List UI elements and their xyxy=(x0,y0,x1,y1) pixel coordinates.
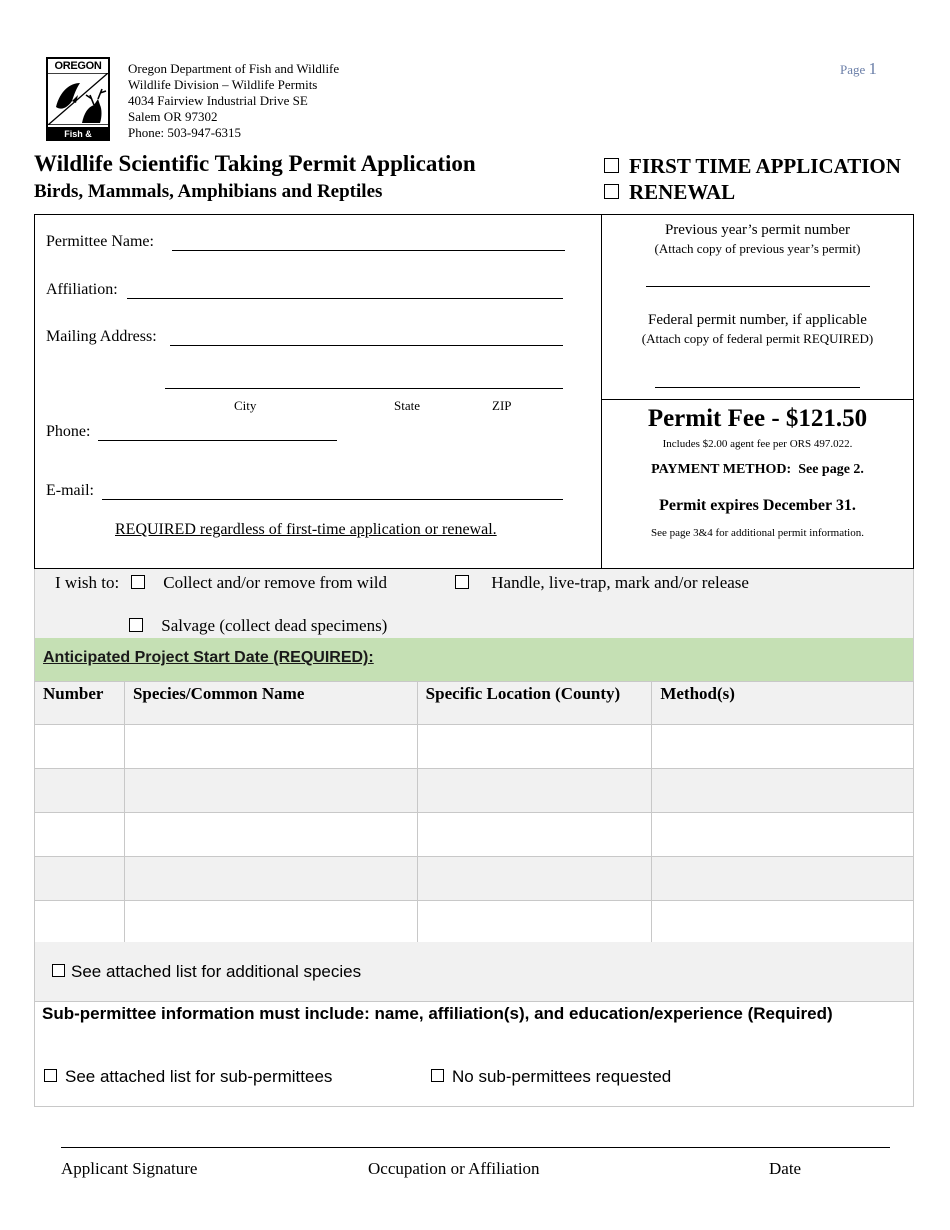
email-label: E-mail: xyxy=(46,482,94,499)
collect-option[interactable] xyxy=(131,573,387,593)
activity-selection-section xyxy=(34,569,914,638)
page-number xyxy=(840,59,877,79)
city-label: City xyxy=(234,398,257,413)
form-subtitle: Birds, Mammals, Amphibians and Reptiles xyxy=(34,181,383,202)
affiliation-label: Affiliation: xyxy=(46,281,118,298)
previous-permit-label: Previous year’s permit number xyxy=(664,222,851,238)
handle-option[interactable] xyxy=(455,573,749,593)
previous-permit-section xyxy=(601,214,914,400)
table-cell[interactable] xyxy=(417,813,652,857)
date-label: Date xyxy=(769,1159,802,1178)
permittee-name-field[interactable] xyxy=(172,250,565,251)
table-cell[interactable] xyxy=(124,901,417,945)
permittee-name-label: Permittee Name: xyxy=(46,233,154,250)
permit-fee-note: Includes $2.00 agent fee per ORS 497.022. xyxy=(662,438,853,450)
table-cell[interactable] xyxy=(124,769,417,813)
previous-permit-field[interactable] xyxy=(646,286,870,287)
table-cell[interactable] xyxy=(652,813,914,857)
federal-permit-field[interactable] xyxy=(655,387,860,388)
page-number-value: 1 xyxy=(868,59,878,78)
affiliation-field[interactable] xyxy=(127,298,563,299)
renewal-option[interactable] xyxy=(604,180,735,205)
logo-top-text: OREGON xyxy=(54,60,102,72)
table-cell[interactable] xyxy=(417,725,652,769)
table-cell[interactable] xyxy=(124,725,417,769)
renewal-checkbox[interactable] xyxy=(604,184,619,199)
location-header: Specific Location (County) xyxy=(417,682,652,725)
logo-bottom-text: Fish & Wildlife xyxy=(48,127,108,141)
email-field[interactable] xyxy=(102,499,563,500)
handle-checkbox[interactable] xyxy=(455,575,469,589)
table-row xyxy=(35,813,914,857)
renewal-label: RENEWAL xyxy=(629,180,736,204)
previous-permit-note: (Attach copy of previous year’s permit) xyxy=(654,241,861,256)
species-table xyxy=(34,681,914,945)
methods-header: Method(s) xyxy=(652,682,914,725)
table-cell[interactable] xyxy=(35,857,125,901)
agency-line: Wildlife Division – Wildlife Permits xyxy=(128,77,318,92)
table-cell[interactable] xyxy=(417,901,652,945)
federal-permit-note: (Attach copy of federal permit REQUIRED) xyxy=(641,331,874,346)
project-start-date-label: Anticipated Project Start Date (REQUIRED): xyxy=(43,649,374,666)
first-time-checkbox[interactable] xyxy=(604,158,619,173)
email-required-note: REQUIRED regardless of first-time application or renewal. xyxy=(115,521,497,538)
mailing-address-label: Mailing Address: xyxy=(46,328,157,345)
subpermittee-attached-option[interactable] xyxy=(44,1067,332,1087)
additional-species-checkbox[interactable] xyxy=(52,964,65,977)
table-cell[interactable] xyxy=(652,857,914,901)
table-cell[interactable] xyxy=(124,813,417,857)
city-state-zip-field[interactable] xyxy=(165,388,563,389)
agency-line: Phone: 503-947-6315 xyxy=(128,125,242,140)
table-cell[interactable] xyxy=(35,901,125,945)
subpermittee-attached-checkbox[interactable] xyxy=(44,1069,57,1082)
table-row xyxy=(35,769,914,813)
wish-label: I wish to: xyxy=(55,573,120,592)
first-time-label: FIRST TIME APPLICATION xyxy=(629,154,901,178)
table-cell[interactable] xyxy=(35,769,125,813)
no-subpermittee-checkbox[interactable] xyxy=(431,1069,444,1082)
handle-label: Handle, live-trap, mark and/or release xyxy=(491,573,749,592)
permit-fee-title: Permit Fee - $121.50 xyxy=(647,405,868,432)
subpermittee-instructions: Sub-permittee information must include: name, affiliation(s), and education/experience (Required) xyxy=(42,1004,833,1023)
table-cell[interactable] xyxy=(652,901,914,945)
table-header-row xyxy=(35,682,914,725)
no-subpermittee-label: No sub-permittees requested xyxy=(452,1067,672,1086)
additional-species-label: See attached list for additional species xyxy=(71,962,362,981)
salvage-label: Salvage (collect dead specimens) xyxy=(161,616,388,635)
salvage-option[interactable] xyxy=(129,616,387,636)
table-cell[interactable] xyxy=(35,813,125,857)
applicant-signature-label: Applicant Signature xyxy=(61,1159,198,1178)
table-cell[interactable] xyxy=(652,725,914,769)
odfw-logo xyxy=(46,57,110,153)
additional-species-option[interactable] xyxy=(52,962,361,982)
phone-field[interactable] xyxy=(98,440,337,441)
table-cell[interactable] xyxy=(417,769,652,813)
no-subpermittee-option[interactable] xyxy=(431,1067,671,1087)
page-label: Page xyxy=(840,62,866,77)
salvage-checkbox[interactable] xyxy=(129,618,143,632)
first-time-option[interactable] xyxy=(604,154,901,179)
subpermittee-section xyxy=(34,1001,914,1107)
permittee-info-section xyxy=(34,214,602,569)
project-start-date-section[interactable] xyxy=(34,638,914,681)
table-row xyxy=(35,901,914,945)
table-cell[interactable] xyxy=(652,769,914,813)
payment-method: PAYMENT METHOD: See page 2. xyxy=(651,462,864,477)
subpermittee-attached-label: See attached list for sub-permittees xyxy=(65,1067,333,1086)
permit-fee-section xyxy=(601,400,914,569)
number-header: Number xyxy=(35,682,125,725)
agency-address xyxy=(128,61,339,141)
fish-deer-icon xyxy=(48,73,108,125)
occupation-label: Occupation or Affiliation xyxy=(368,1159,540,1178)
zip-label: ZIP xyxy=(492,398,512,413)
phone-label: Phone: xyxy=(46,423,91,440)
state-label: State xyxy=(394,398,420,413)
permit-expires: Permit expires December 31. xyxy=(659,497,856,514)
table-cell[interactable] xyxy=(35,725,125,769)
federal-permit-label: Federal permit number, if applicable xyxy=(648,312,867,328)
table-cell[interactable] xyxy=(417,857,652,901)
agency-line: Salem OR 97302 xyxy=(128,109,218,124)
signature-line[interactable] xyxy=(61,1147,890,1148)
agency-line: 4034 Fairview Industrial Drive SE xyxy=(128,93,308,108)
table-row xyxy=(35,725,914,769)
form-title: Wildlife Scientific Taking Permit Application xyxy=(34,151,476,176)
table-cell[interactable] xyxy=(124,857,417,901)
collect-checkbox[interactable] xyxy=(131,575,145,589)
mailing-address-field[interactable] xyxy=(170,345,563,346)
additional-species-section xyxy=(34,942,914,1002)
species-name-header: Species/Common Name xyxy=(124,682,417,725)
permit-info-note: See page 3&4 for additional permit information. xyxy=(651,527,864,539)
collect-label: Collect and/or remove from wild xyxy=(163,573,388,592)
agency-line: Oregon Department of Fish and Wildlife xyxy=(128,61,340,76)
table-row xyxy=(35,857,914,901)
